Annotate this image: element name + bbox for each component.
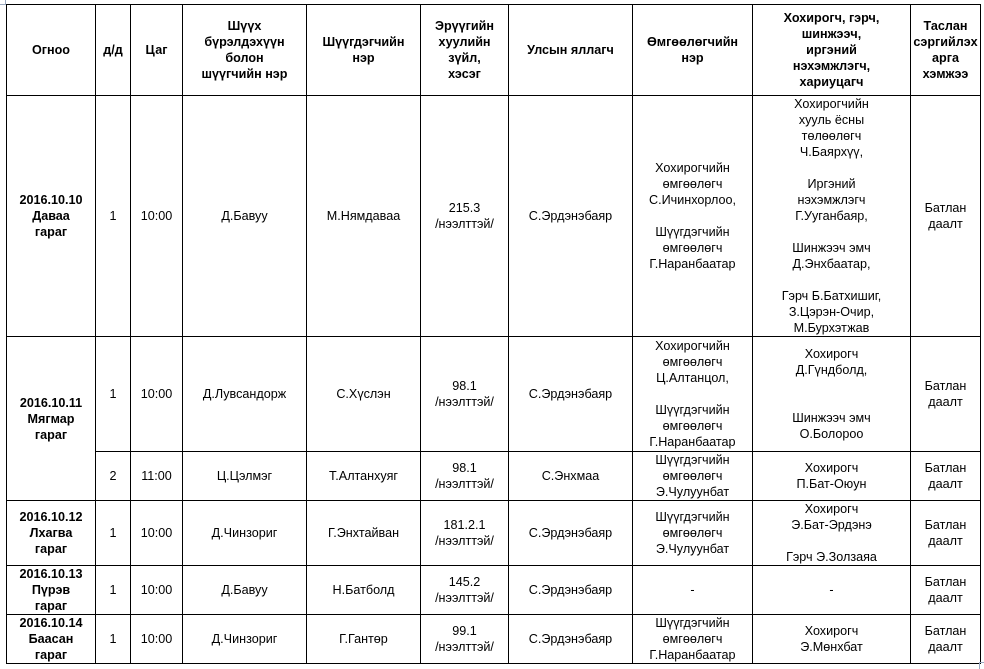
judge-name: Д.Бавуу xyxy=(183,96,307,337)
header-article: Эрүүгийн хуулийн зүйл, хэсэг xyxy=(421,5,509,96)
case-number: 1 xyxy=(96,501,131,566)
judge-name: Д.Чинзориг xyxy=(183,501,307,566)
measure-cell: Батлан даалт xyxy=(911,452,981,501)
defendant-name: М.Нямдаваа xyxy=(307,96,421,337)
case-number: 1 xyxy=(96,337,131,452)
header-measure: Таслан сэргийлэх арга хэмжээ xyxy=(911,5,981,96)
case-time: 10:00 xyxy=(131,566,183,615)
lawyer-cell: Хохирогчийн өмгөөлөгч С.Ичинхорлоо, Шүүгдэгчийн өмгөөлөгч Г.Наранбаатар xyxy=(633,96,753,337)
article-cell: 181.2.1 /нээлттэй/ xyxy=(421,501,509,566)
case-number: 2 xyxy=(96,452,131,501)
date-cell: 2016.10.13 Пүрэв гараг xyxy=(7,566,96,615)
measure-cell: Батлан даалт xyxy=(911,96,981,337)
measure-cell: Батлан даалт xyxy=(911,615,981,664)
measure-cell: Батлан даалт xyxy=(911,337,981,452)
header-number: д/д xyxy=(96,5,131,96)
table-row xyxy=(7,452,981,501)
judge-name: Ц.Цэлмэг xyxy=(183,452,307,501)
measure-cell: Батлан даалт xyxy=(911,566,981,615)
defendant-name: С.Хүслэн xyxy=(307,337,421,452)
prosecutor-name: С.Эрдэнэбаяр xyxy=(509,96,633,337)
lawyer-cell: Шүүгдэгчийн өмгөөлөгч Э.Чулуунбат xyxy=(633,501,753,566)
case-number: 1 xyxy=(96,615,131,664)
lawyer-cell: Шүүгдэгчийн өмгөөлөгч Э.Чулуунбат xyxy=(633,452,753,501)
case-time: 10:00 xyxy=(131,96,183,337)
article-cell: 215.3 /нээлттэй/ xyxy=(421,96,509,337)
defendant-name: Г.Энхтайван xyxy=(307,501,421,566)
table-row xyxy=(7,337,981,452)
prosecutor-name: С.Энхмаа xyxy=(509,452,633,501)
lawyer-cell: Хохирогчийн өмгөөлөгч Ц.Алтанцол, Шүүгдэгчийн өмгөөлөгч Г.Наранбаатар xyxy=(633,337,753,452)
case-number: 1 xyxy=(96,96,131,337)
article-cell: 98.1 /нээлттэй/ xyxy=(421,452,509,501)
table-row xyxy=(7,501,981,566)
measure-cell: Батлан даалт xyxy=(911,501,981,566)
header-judge: Шүүх бүрэлдэхүүн болон шүүгчийн нэр xyxy=(183,5,307,96)
table-row xyxy=(7,615,981,664)
prosecutor-name: С.Эрдэнэбаяр xyxy=(509,615,633,664)
court-schedule-table xyxy=(6,4,981,664)
parties-cell: Хохирогч П.Бат-Оюун xyxy=(753,452,911,501)
case-time: 10:00 xyxy=(131,615,183,664)
parties-cell: Хохирогч Д.Гүндболд, Шинжээч эмч О.Болороо xyxy=(753,337,911,452)
prosecutor-name: С.Эрдэнэбаяр xyxy=(509,566,633,615)
case-time: 10:00 xyxy=(131,501,183,566)
header-time: Цаг xyxy=(131,5,183,96)
defendant-name: Г.Гантөр xyxy=(307,615,421,664)
date-cell: 2016.10.11 Мягмар гараг xyxy=(7,337,96,501)
header-row xyxy=(7,5,981,96)
parties-cell: - xyxy=(753,566,911,615)
date-cell: 2016.10.12 Лхагва гараг xyxy=(7,501,96,566)
lawyer-cell: - xyxy=(633,566,753,615)
header-defendant: Шүүгдэгчийн нэр xyxy=(307,5,421,96)
judge-name: Д.Бавуу xyxy=(183,566,307,615)
article-cell: 98.1 /нээлттэй/ xyxy=(421,337,509,452)
article-cell: 99.1 /нээлттэй/ xyxy=(421,615,509,664)
case-time: 10:00 xyxy=(131,337,183,452)
header-lawyer: Өмгөөлөгчийн нэр xyxy=(633,5,753,96)
judge-name: Д.Лувсандорж xyxy=(183,337,307,452)
parties-cell: Хохирогч Э.Бат-Эрдэнэ Гэрч Э.Золзаяа xyxy=(753,501,911,566)
defendant-name: Н.Батболд xyxy=(307,566,421,615)
header-prosecutor: Улсын яллагч xyxy=(509,5,633,96)
header-date: Огноо xyxy=(7,5,96,96)
date-cell: 2016.10.10 Даваа гараг xyxy=(7,96,96,337)
judge-name: Д.Чинзориг xyxy=(183,615,307,664)
parties-cell: Хохирогч Э.Мөнхбат xyxy=(753,615,911,664)
header-parties: Хохирогч, гэрч, шинжээч, иргэний нэхэмжлэгч, хариуцагч xyxy=(753,5,911,96)
defendant-name: Т.Алтанхуяг xyxy=(307,452,421,501)
table-row xyxy=(7,566,981,615)
parties-cell: Хохирогчийн хууль ёсны төлөөлөгч Ч.Баярхүү, Иргэний нэхэмжлэгч Г.Ууганбаяр, Шинжээч эмч Д.Энхбаатар, Гэрч Б.Батхишиг, З.Цэрэн-Очир, М.Бурхэтжав xyxy=(753,96,911,337)
case-time: 11:00 xyxy=(131,452,183,501)
article-cell: 145.2 /нээлттэй/ xyxy=(421,566,509,615)
prosecutor-name: С.Эрдэнэбаяр xyxy=(509,337,633,452)
lawyer-cell: Шүүгдэгчийн өмгөөлөгч Г.Наранбаатар xyxy=(633,615,753,664)
table-row xyxy=(7,96,981,337)
date-cell: 2016.10.14 Баасан гараг xyxy=(7,615,96,664)
case-number: 1 xyxy=(96,566,131,615)
prosecutor-name: С.Эрдэнэбаяр xyxy=(509,501,633,566)
